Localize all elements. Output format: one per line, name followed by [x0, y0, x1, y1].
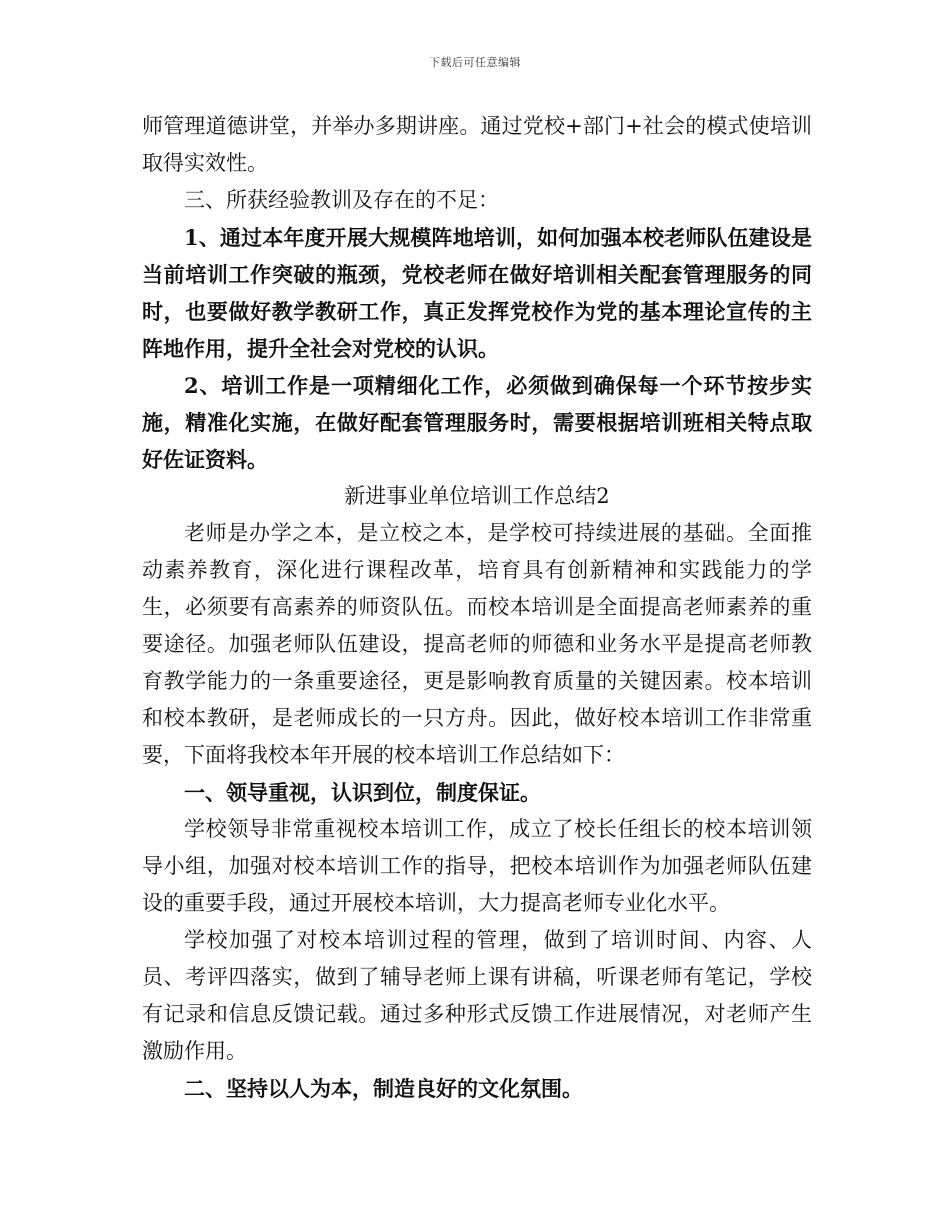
management-paragraph: 学校加强了对校本培训过程的管理，做到了培训时间、内容、人员、考评四落实，做到了辅导老师上课有讲稿，听课老师有笔记，学校有记录和信息反馈记载。通过多种形式反馈工作进展情况，对老师产生激励作用。: [142, 928, 812, 1063]
lesson-item-2: 2、培训工作是一项精细化工作，必须做到确保每一个环节按步实施，精准化实施，在做好配套管理服务时，需要根据培训班相关特点取好佐证资料。: [142, 373, 812, 472]
lesson-item-1: 1、通过本年度开展大规模阵地培训，如何加强本校老师队伍建设是当前培训工作突破的瓶颈，党校老师在做好培训相关配套管理服务的同时，也要做好教学教研工作，真正发挥党校作为党的基本理论宣传的主阵地作用，提升全社会对党校的认识。: [142, 225, 812, 361]
document-title: 新进事业单位培训工作总结2: [344, 484, 610, 508]
leadership-paragraph: 学校领导非常重视校本培训工作，成立了校长任组长的校本培训领导小组，加强对校本培训工作的指导，把校本培训作为加强老师队伍建设的重要手段，通过开展校本培训，大力提高老师专业化水平。: [142, 817, 812, 915]
paragraph-continuation: 师管理道德讲堂，并举办多期讲座。通过党校+部门+社会的模式使培训取得实效性。: [142, 114, 812, 175]
section-heading-lessons: 三、所获经验教训及存在的不足：: [184, 188, 499, 212]
section-heading-culture: 二、坚持以人为本，制造良好的文化氛围。: [184, 1076, 583, 1101]
section-heading-leadership: 一、领导重视，认识到位，制度保证。: [184, 780, 541, 805]
page-header: 下载后可任意编辑: [429, 56, 521, 69]
intro-paragraph: 老师是办学之本，是立校之本，是学校可持续进展的基础。全面推动素养教育，深化进行课程改革，培育具有创新精神和实践能力的学生，必须要有高素养的师资队伍。而校本培训是全面提高老师素养的重要途径。加强老师队伍建设，提高老师的师德和业务水平是提高老师教育教学能力的一条重要途径，更是影响教育质量的关键因素。校本培训和校本教研，是老师成长的一只方舟。因此，做好校本培训工作非常重要，下面将我校本年开展的校本培训工作总结如下：: [142, 521, 812, 767]
document-body: [142, 108, 812, 1107]
